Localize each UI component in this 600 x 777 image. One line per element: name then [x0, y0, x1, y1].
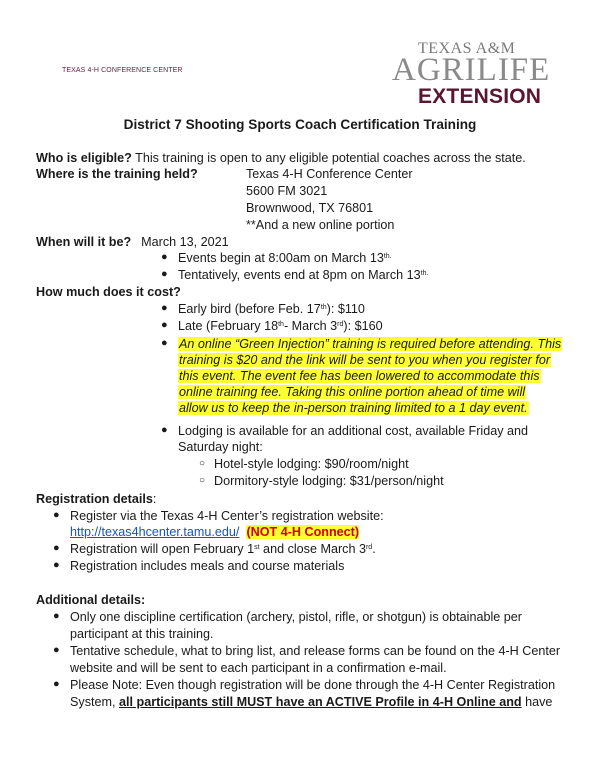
additional-bullet-1-line-2: participant at this training. — [70, 627, 214, 641]
when-bullet-1-text: Events begin at 8:00am on March 13 — [178, 251, 384, 265]
cost-late — [178, 318, 383, 334]
bullet-icon: ● — [53, 542, 60, 554]
when-line — [36, 234, 229, 250]
note-system-text: System, — [70, 695, 119, 709]
when-bullet-2 — [178, 267, 428, 283]
where-line-4: **And a new online portion — [246, 218, 395, 232]
additional-bullet-2-line-2: website and will be sent to each participant in a confirmation e-mail. — [70, 661, 447, 675]
agrilife-logo — [390, 38, 562, 110]
cost-late-sup-1: th — [278, 321, 284, 328]
page-title: District 7 Shooting Sports Coach Certification Training — [123, 117, 477, 132]
additional-bullet-3-line-1: Please Note: Even though registration will be done through the 4-H Center Registration — [70, 678, 556, 692]
bullet-icon: ● — [161, 302, 168, 314]
note-have-text: have — [521, 695, 553, 709]
eligible-text: This training is open to any eligible potential coaches across the state. — [131, 151, 526, 165]
when-bullet-2-text: Tentatively, events end at 8pm on March 13 — [178, 268, 421, 282]
bullet-icon: ● — [161, 337, 168, 349]
cost-early-bird — [178, 301, 365, 317]
registration-open-sup: st — [254, 544, 260, 551]
green-injection-text-2: training is $20 and the link will be sent to you when you register for — [179, 353, 551, 367]
bullet-icon: ● — [53, 678, 60, 690]
logo-texas-am: TEXAS A&M — [418, 40, 516, 57]
registration-close-text: and close March 3 — [259, 542, 366, 556]
bullet-icon: ● — [53, 610, 60, 622]
registration-colon: : — [152, 492, 157, 506]
lodging-hotel: Hotel-style lodging: $90/room/night — [214, 457, 409, 471]
green-injection-line-1 — [178, 336, 562, 352]
additional-bullet-3-line-2 — [70, 694, 552, 710]
bullet-icon: ● — [161, 319, 168, 331]
bullet-icon: ● — [161, 268, 168, 280]
when-bullet-1 — [178, 250, 392, 266]
bullet-icon: ● — [53, 509, 60, 521]
note-emphasis: all participants still MUST have an ACTIVE Profile in 4-H Online and — [119, 695, 522, 709]
bullet-icon: ● — [53, 559, 60, 571]
registration-bullet-2 — [70, 541, 376, 557]
green-injection-text-1: An online “Green Injection” training is required before attending. This — [179, 337, 562, 351]
cost-early-text: Early bird (before Feb. 17 — [178, 302, 321, 316]
logo-agrilife: AGRILIFE — [392, 52, 551, 88]
registration-close-sup: rd — [365, 544, 373, 551]
bullet-icon: ● — [161, 424, 168, 436]
additional-bullet-2-line-1: Tentative schedule, what to bring list, and release forms can be found on the 4-H Center — [70, 644, 561, 658]
where-line-1: Texas 4-H Conference Center — [246, 167, 413, 181]
registration-label: Registration details — [36, 492, 153, 506]
circle-bullet-icon: ○ — [199, 475, 206, 486]
not-4h-connect-note: (NOT 4-H Connect) — [246, 525, 360, 539]
green-injection-line-3 — [178, 368, 541, 384]
where-line-3: Brownwood, TX 76801 — [246, 201, 374, 215]
registration-bullet-3: Registration includes meals and course materials — [70, 559, 345, 573]
bullet-icon: ● — [161, 251, 168, 263]
cost-early-price: ): $110 — [326, 302, 365, 316]
green-injection-line-5 — [178, 400, 529, 416]
lodging-dorm: Dormitory-style lodging: $31/person/night — [214, 474, 444, 488]
additional-bullet-1-line-1: Only one discipline certification (archery, pistol, rifle, or shotgun) is obtainable per — [70, 610, 522, 624]
when-date: March 13, 2021 — [141, 235, 229, 249]
registration-open-text: Registration will open February 1 — [70, 542, 255, 556]
registration-bullet-1-line-1: Register via the Texas 4-H Center’s registration website: — [70, 509, 384, 523]
green-injection-line-4 — [178, 384, 526, 400]
registration-bullet-1-line-2 — [70, 524, 359, 540]
registration-heading — [36, 491, 156, 507]
cost-early-sup: th — [320, 304, 327, 311]
green-injection-text-3: this event. The event fee has been lowered to accommodate this — [179, 369, 540, 383]
green-injection-line-2 — [178, 352, 551, 368]
eligible-label: Who is eligible? — [36, 151, 132, 165]
cost-late-sup-2: rd — [337, 321, 344, 328]
registration-period: . — [372, 542, 376, 556]
cost-late-price: ): $160 — [343, 319, 383, 333]
logo-extension: EXTENSION — [418, 85, 542, 108]
cost-late-text-a: Late (February 18 — [178, 319, 279, 333]
when-bullet-2-sup: th. — [420, 270, 429, 277]
registration-link[interactable]: http://texas4hcenter.tamu.edu/ — [70, 525, 240, 539]
bullet-icon: ● — [53, 644, 60, 656]
green-injection-text-5: allow us to keep the in-person training limited to a 1 day event. — [179, 401, 528, 415]
when-label: When will it be? — [36, 235, 132, 249]
conference-center-header: TEXAS 4-H CONFERENCE CENTER — [62, 67, 183, 74]
lodging-line-1: Lodging is available for an additional cost, available Friday and — [178, 424, 529, 438]
when-bullet-1-sup: th. — [383, 253, 392, 260]
green-injection-text-4: online training fee. Taking this online portion ahead of time will — [179, 385, 526, 399]
where-label: Where is the training held? — [36, 167, 198, 181]
where-line-2: 5600 FM 3021 — [246, 184, 328, 198]
additional-label: Additional details: — [36, 593, 146, 607]
cost-label: How much does it cost? — [36, 285, 181, 299]
circle-bullet-icon: ○ — [199, 458, 206, 469]
eligible-line — [36, 150, 526, 166]
lodging-line-2: Saturday night: — [178, 440, 263, 454]
cost-late-text-b: - March 3 — [283, 319, 338, 333]
